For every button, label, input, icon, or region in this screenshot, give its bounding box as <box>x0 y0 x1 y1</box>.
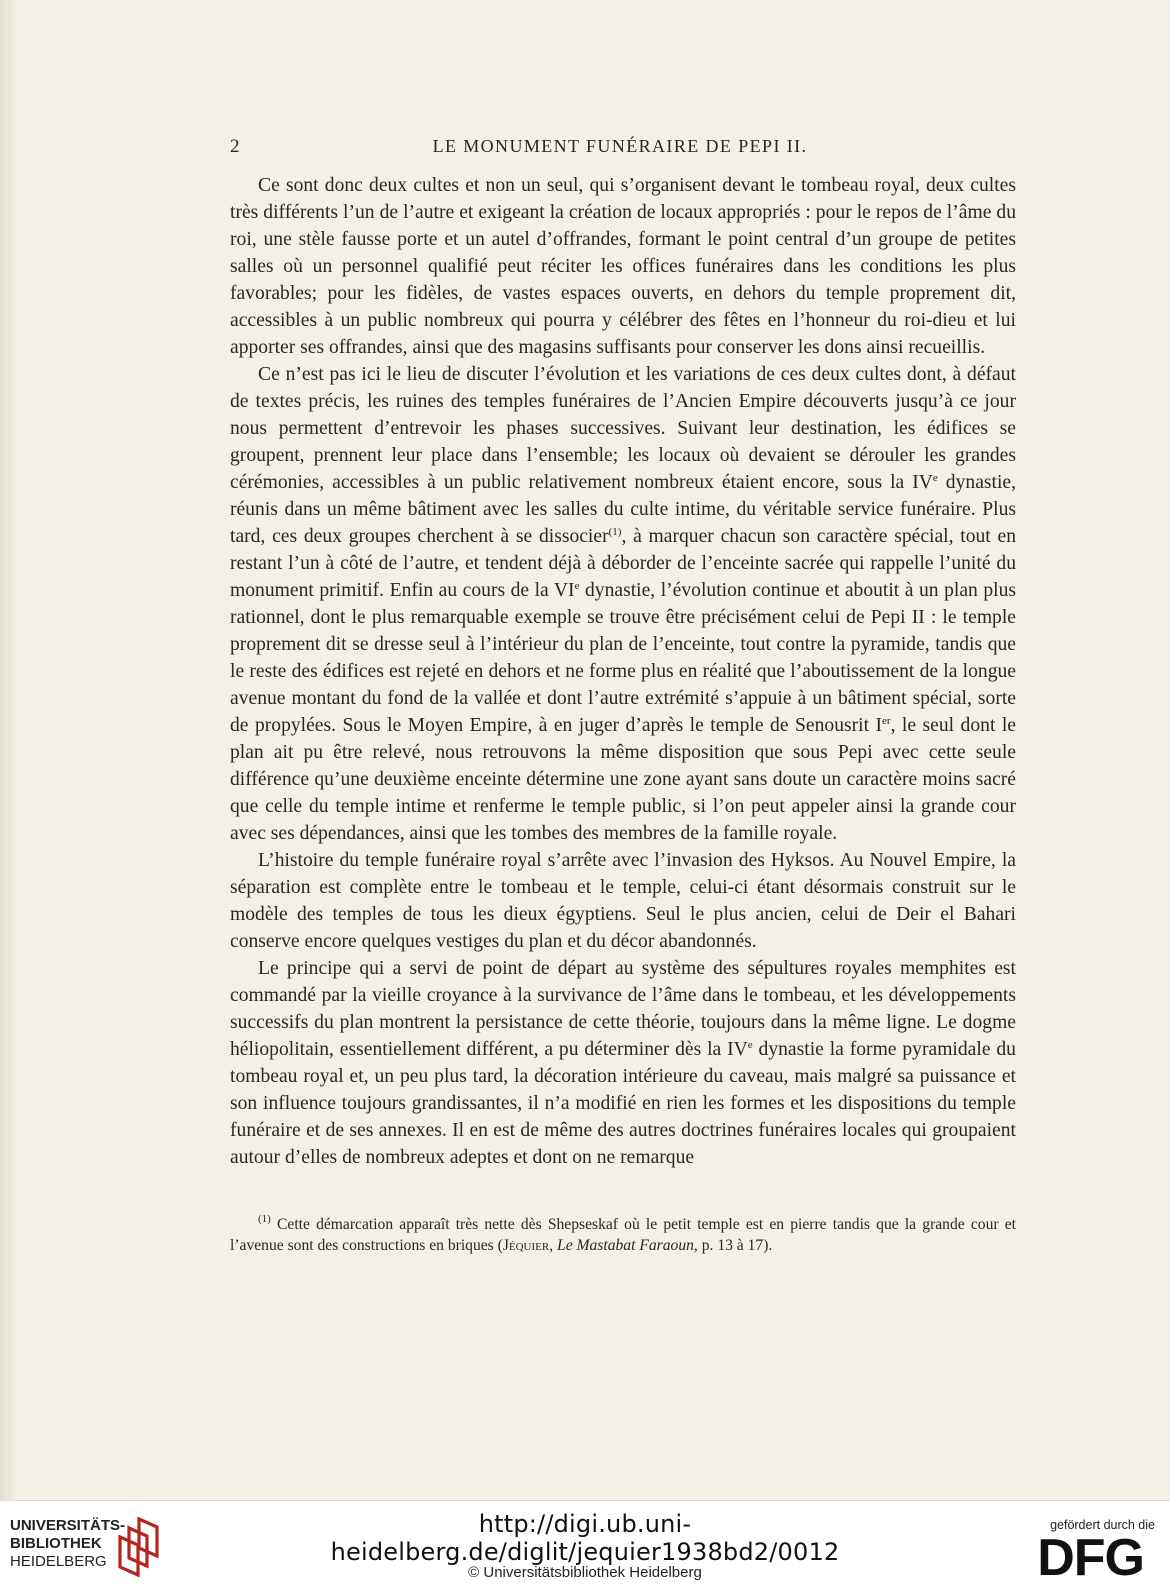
paragraph-2 <box>230 361 1016 847</box>
paragraph-1: Ce sont donc deux cultes et non un seul, qui s’organisent devant le tombeau royal, deux cultes très différents l’un de l’autre et exigeant la création de locaux appropriés : pour le repos de l’âme du roi, une stèle fausse porte et un autel d’offrandes, formant le point central d’un groupe de petites salles où un personnel qualifié peut réciter les offices funéraires dans les conditions les plus favorables; pour les fidèles, de vastes espaces ouverts, en dehors du temple proprement dit, accessibles à un public nombreux qui pourra y célébrer des fêtes en l’honneur du roi-dieu et lui apporter ses offrandes, ainsi que des magasins suffisants pour conserver les dons ainsi recueillis. <box>230 175 1016 358</box>
library-logo-icon[interactable] <box>117 1516 161 1578</box>
library-name-line-3: HEIDELBERG <box>10 1553 107 1570</box>
paragraph-2-text-d: dynastie, l’évolution continue et aboutit à un plan plus rationnel, dont le plus remarquable exemple se trouve être précisément celui de Pepi II : le temple proprement dit se dresse seul à l’intérieur du plan de l’enceinte, tout contre la pyramide, tandis que le reste des édifices est rejeté en dehors et ne forme plus en réalité que l’aboutissement de la longue avenue montant du fond de la vallée et dont l’autre extrémité s’appuie à un bâtiment spécial, sorte de propylées. Sous le Moyen Empire, à en juger d’après le temple de Senousrit I <box>230 580 1016 736</box>
permalink-url[interactable]: http://digi.ub.uni-heidelberg.de/diglit/jequier1938bd2/0012 <box>330 1510 840 1566</box>
paragraph-2-text-b: dynastie, réunis dans un même bâtiment avec les salles du culte intime, du véritable service funéraire. Plus tard, ces deux groupes cherchent à se dissocier <box>230 472 1017 547</box>
paragraph-2-text-e: , le seul dont le plan ait pu être relevé, nous retrouvons la même disposition que sous Pepi avec cette seule différence qu’une deuxième enceinte détermine une zone ayant sans doute un caractère moins sacré que celle du temple intime et renferme le temple public, si l’on peut appeler ainsi la grande cour avec ses dépendances, ainsi que les tombes des membres de la famille royale. <box>230 715 1016 844</box>
paragraph-4-text-a: Le principe qui a servi de point de départ au système des sépultures royales memphites est commandé par la vieille croyance à la survivance de l’âme dans le tombeau, et les développements successifs du plan montrent la persistance de cette théorie, toujours dans la même ligne. Le dogme héliopolitain, essentiellement différent, a pu déterminer dès la IV <box>230 958 1016 1060</box>
footnote-1 <box>230 1214 1016 1256</box>
footnote-separator: , <box>549 1237 558 1254</box>
library-logo-mark <box>120 1519 157 1575</box>
footnote-marker: (1) <box>258 1213 271 1225</box>
footnote-text-b: , p. 13 à 17). <box>693 1237 773 1254</box>
library-name-line-1: UNIVERSITÄTS- <box>10 1517 126 1534</box>
paragraph-2-text-c: , à marquer chacun son caractère spécial, tout en restant l’un à côté de l’autre, et tendent déjà à déborder de l’enceinte sacrée qui rappelle l’unité du monument primitif. Enfin au cours de la VI <box>230 526 1016 601</box>
body-text <box>230 172 1016 1171</box>
superscript-e: e <box>574 580 580 592</box>
funded-by-label: gefördert durch die <box>1050 1518 1155 1532</box>
running-title: LE MONUMENT FUNÉRAIRE DE PEPI II. <box>432 136 808 156</box>
footnotes <box>230 1214 1016 1256</box>
superscript-e: e <box>747 1039 753 1051</box>
paragraph-2-text-a: Ce n’est pas ici le lieu de discuter l’évolution et les variations de ces deux cultes dont, à défaut de textes précis, les ruines des temples funéraires de l’Ancien Empire découverts jusqu’à ce jour nous permettent d’entrevoir les phases successives. Suivant leur destination, les édifices se groupent, prennent leur place dans l’ensemble; les locaux où devaient se dérouler les grandes cérémonies, accessibles à un public relativement nombreux étaient encore, sous la IV <box>230 364 1016 493</box>
paragraph-3: L’histoire du temple funéraire royal s’arrête avec l’invasion des Hyksos. Au Nouvel Empire, la séparation est complète entre le tombeau et le temple, celui-ci étant désormais construit sur le modèle des temples de tous les dieux égyptiens. Seul le plus ancien, celui de Deir el Bahari conserve encore quelques vestiges du plan et du décor abandonnés. <box>230 850 1016 952</box>
library-name[interactable] <box>10 1517 126 1571</box>
dfg-logo[interactable]: DFG <box>1037 1529 1144 1587</box>
copyright-notice: © Universitätsbibliothek Heidelberg <box>468 1564 702 1581</box>
footnote-text-a: Cette démarcation apparaît très nette dès Shepseskaf où le petit temple est en pierre tandis que la grande cour et l’avenue sont des constructions en briques ( <box>230 1216 1016 1254</box>
footnote-work-title: Le Mastabat Faraoun <box>557 1237 694 1254</box>
library-name-line-2: BIBLIOTHEK <box>10 1535 102 1552</box>
footnote-author: Jéquier <box>502 1237 550 1254</box>
paragraph-4 <box>230 955 1016 1171</box>
page-number: 2 <box>230 136 241 157</box>
running-header <box>230 136 1010 162</box>
superscript-e: e <box>932 472 938 484</box>
page-gutter-shadow <box>0 0 18 1500</box>
superscript-er: er <box>882 715 891 727</box>
paragraph-4-text-b: dynastie la forme pyramidale du tombeau royal et, un peu plus tard, la décoration intérieure du caveau, mais malgré sa puissance et son influence toujours grandissantes, il n’a modifié en rien les formes et les dispositions du temple funéraire et de ses annexes. Il en est de même des autres doctrines funéraires locales qui groupaient autour d’elles de nombreux adeptes et dont on ne remarque <box>230 1039 1016 1168</box>
footnote-reference-1[interactable]: (1) <box>608 526 622 538</box>
